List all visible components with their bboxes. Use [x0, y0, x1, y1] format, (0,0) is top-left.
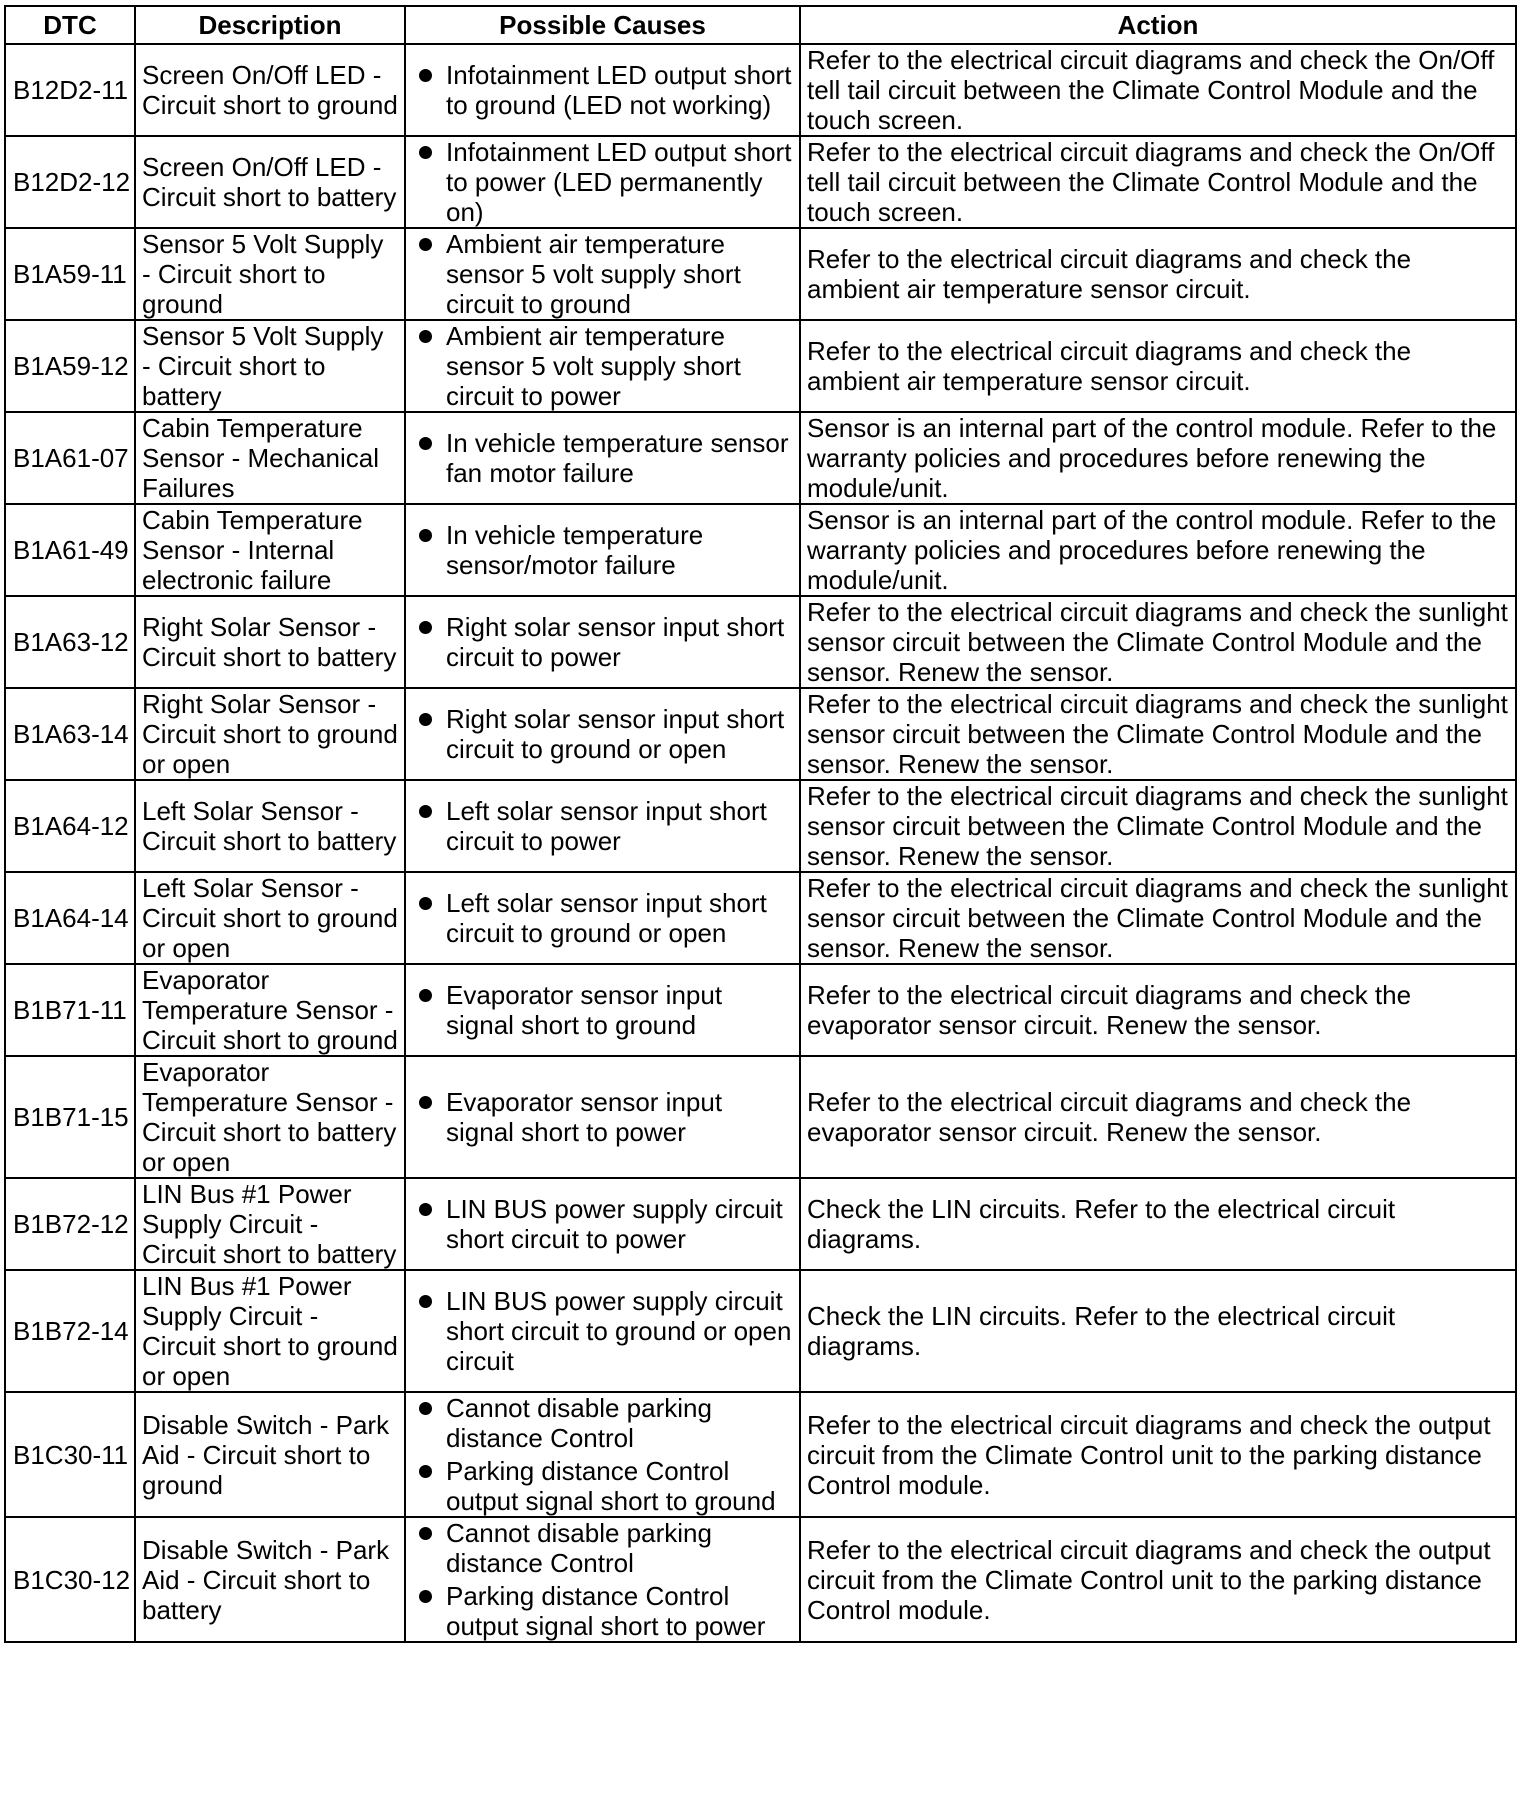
description-cell: Disable Switch - Park Aid - Circuit short to ground: [135, 1392, 405, 1517]
action-cell: Refer to the electrical circuit diagrams and check the ambient air temperature sensor circuit.: [800, 228, 1516, 320]
cause-item: Left solar sensor input short circuit to ground or open: [446, 888, 795, 948]
cause-list: [446, 888, 795, 948]
possible-causes-cell: [405, 44, 800, 136]
table-row: [5, 1517, 1516, 1642]
cause-item: In vehicle temperature sensor/motor failure: [446, 520, 795, 580]
cause-list: [446, 520, 795, 580]
action-cell: Check the LIN circuits. Refer to the electrical circuit diagrams.: [800, 1178, 1516, 1270]
possible-causes-cell: [405, 1178, 800, 1270]
dtc-code-cell: B12D2-12: [5, 136, 135, 228]
dtc-code-cell: B1A59-12: [5, 320, 135, 412]
dtc-code-cell: B1B72-14: [5, 1270, 135, 1392]
cause-list: [446, 428, 795, 488]
description-cell: LIN Bus #1 Power Supply Circuit - Circuit short to battery: [135, 1178, 405, 1270]
cause-item: Parking distance Control output signal short to power: [446, 1581, 795, 1641]
table-row: [5, 44, 1516, 136]
dtc-code-cell: B1A64-12: [5, 780, 135, 872]
description-cell: Evaporator Temperature Sensor - Circuit short to ground: [135, 964, 405, 1056]
header-description: Description: [135, 6, 405, 44]
table-row: [5, 780, 1516, 872]
dtc-code-cell: B1A61-07: [5, 412, 135, 504]
cause-list: [446, 137, 795, 227]
cause-item: Infotainment LED output short to power (LED permanently on): [446, 137, 795, 227]
description-cell: Sensor 5 Volt Supply - Circuit short to ground: [135, 228, 405, 320]
action-cell: Refer to the electrical circuit diagrams and check the evaporator sensor circuit. Renew the sensor.: [800, 964, 1516, 1056]
action-cell: Refer to the electrical circuit diagrams and check the On/Off tell tail circuit between the Climate Control Module and the touch screen.: [800, 136, 1516, 228]
table-row: [5, 136, 1516, 228]
action-cell: Refer to the electrical circuit diagrams and check the output circuit from the Climate Control unit to the parking distance Control module.: [800, 1392, 1516, 1517]
table-row: [5, 872, 1516, 964]
dtc-code-cell: B1B71-15: [5, 1056, 135, 1178]
action-cell: Refer to the electrical circuit diagrams and check the sunlight sensor circuit between the Climate Control Module and the sensor. Renew the sensor.: [800, 596, 1516, 688]
action-cell: Check the LIN circuits. Refer to the electrical circuit diagrams.: [800, 1270, 1516, 1392]
possible-causes-cell: [405, 504, 800, 596]
cause-list: [446, 1286, 795, 1376]
description-cell: Screen On/Off LED - Circuit short to ground: [135, 44, 405, 136]
cause-list: [446, 321, 795, 411]
action-cell: Refer to the electrical circuit diagrams and check the output circuit from the Climate Control unit to the parking distance Control module.: [800, 1517, 1516, 1642]
cause-item: Evaporator sensor input signal short to power: [446, 1087, 795, 1147]
description-cell: Right Solar Sensor - Circuit short to battery: [135, 596, 405, 688]
table-row: [5, 596, 1516, 688]
dtc-code-cell: B1A63-14: [5, 688, 135, 780]
table-row: [5, 228, 1516, 320]
table-row: [5, 688, 1516, 780]
cause-item: Left solar sensor input short circuit to power: [446, 796, 795, 856]
cause-list: [446, 1194, 795, 1254]
cause-list: [446, 1518, 795, 1641]
table-header: [5, 6, 1516, 44]
cause-item: In vehicle temperature sensor fan motor failure: [446, 428, 795, 488]
description-cell: Left Solar Sensor - Circuit short to ground or open: [135, 872, 405, 964]
possible-causes-cell: [405, 228, 800, 320]
possible-causes-cell: [405, 596, 800, 688]
possible-causes-cell: [405, 136, 800, 228]
table-row: [5, 412, 1516, 504]
description-cell: Right Solar Sensor - Circuit short to ground or open: [135, 688, 405, 780]
action-cell: Refer to the electrical circuit diagrams and check the evaporator sensor circuit. Renew the sensor.: [800, 1056, 1516, 1178]
possible-causes-cell: [405, 780, 800, 872]
action-cell: Sensor is an internal part of the control module. Refer to the warranty policies and procedures before renewing the module/unit.: [800, 412, 1516, 504]
description-cell: Cabin Temperature Sensor - Internal electronic failure: [135, 504, 405, 596]
cause-list: [446, 229, 795, 319]
cause-item: Cannot disable parking distance Control: [446, 1518, 795, 1578]
table-row: [5, 1270, 1516, 1392]
cause-item: Infotainment LED output short to ground (LED not working): [446, 60, 795, 120]
cause-item: Ambient air temperature sensor 5 volt supply short circuit to power: [446, 321, 795, 411]
description-cell: Left Solar Sensor - Circuit short to battery: [135, 780, 405, 872]
table-row: [5, 504, 1516, 596]
cause-list: [446, 980, 795, 1040]
cause-list: [446, 1393, 795, 1516]
dtc-code-cell: B1A64-14: [5, 872, 135, 964]
cause-list: [446, 704, 795, 764]
cause-item: Evaporator sensor input signal short to ground: [446, 980, 795, 1040]
description-cell: Evaporator Temperature Sensor - Circuit short to battery or open: [135, 1056, 405, 1178]
cause-item: Right solar sensor input short circuit to ground or open: [446, 704, 795, 764]
header-row: [5, 6, 1516, 44]
cause-item: LIN BUS power supply circuit short circuit to power: [446, 1194, 795, 1254]
cause-item: LIN BUS power supply circuit short circuit to ground or open circuit: [446, 1286, 795, 1376]
action-cell: Refer to the electrical circuit diagrams and check the On/Off tell tail circuit between the Climate Control Module and the touch screen.: [800, 44, 1516, 136]
dtc-code-cell: B1A61-49: [5, 504, 135, 596]
table-row: [5, 1392, 1516, 1517]
description-cell: Sensor 5 Volt Supply - Circuit short to battery: [135, 320, 405, 412]
action-cell: Refer to the electrical circuit diagrams and check the sunlight sensor circuit between the Climate Control Module and the sensor. Renew the sensor.: [800, 688, 1516, 780]
table-row: [5, 1178, 1516, 1270]
table-row: [5, 1056, 1516, 1178]
action-cell: Refer to the electrical circuit diagrams and check the sunlight sensor circuit between the Climate Control Module and the sensor. Renew the sensor.: [800, 780, 1516, 872]
cause-item: Parking distance Control output signal short to ground: [446, 1456, 795, 1516]
possible-causes-cell: [405, 1517, 800, 1642]
dtc-code-cell: B12D2-11: [5, 44, 135, 136]
cause-item: Right solar sensor input short circuit to power: [446, 612, 795, 672]
header-dtc: DTC: [5, 6, 135, 44]
table-row: [5, 320, 1516, 412]
possible-causes-cell: [405, 688, 800, 780]
possible-causes-cell: [405, 1270, 800, 1392]
action-cell: Sensor is an internal part of the control module. Refer to the warranty policies and procedures before renewing the module/unit.: [800, 504, 1516, 596]
possible-causes-cell: [405, 872, 800, 964]
dtc-code-cell: B1B71-11: [5, 964, 135, 1056]
dtc-table: [4, 5, 1517, 1643]
cause-list: [446, 796, 795, 856]
action-cell: Refer to the electrical circuit diagrams and check the ambient air temperature sensor circuit.: [800, 320, 1516, 412]
cause-item: Ambient air temperature sensor 5 volt supply short circuit to ground: [446, 229, 795, 319]
dtc-code-cell: B1C30-11: [5, 1392, 135, 1517]
cause-item: Cannot disable parking distance Control: [446, 1393, 795, 1453]
table-body: [5, 44, 1516, 1642]
action-cell: Refer to the electrical circuit diagrams and check the sunlight sensor circuit between the Climate Control Module and the sensor. Renew the sensor.: [800, 872, 1516, 964]
dtc-table-sheet: [4, 5, 1515, 1643]
cause-list: [446, 612, 795, 672]
description-cell: LIN Bus #1 Power Supply Circuit - Circuit short to ground or open: [135, 1270, 405, 1392]
dtc-code-cell: B1B72-12: [5, 1178, 135, 1270]
possible-causes-cell: [405, 412, 800, 504]
dtc-code-cell: B1C30-12: [5, 1517, 135, 1642]
possible-causes-cell: [405, 1392, 800, 1517]
possible-causes-cell: [405, 320, 800, 412]
table-row: [5, 964, 1516, 1056]
cause-list: [446, 60, 795, 120]
header-possible-causes: Possible Causes: [405, 6, 800, 44]
possible-causes-cell: [405, 1056, 800, 1178]
possible-causes-cell: [405, 964, 800, 1056]
dtc-code-cell: B1A63-12: [5, 596, 135, 688]
dtc-code-cell: B1A59-11: [5, 228, 135, 320]
cause-list: [446, 1087, 795, 1147]
description-cell: Screen On/Off LED - Circuit short to battery: [135, 136, 405, 228]
header-action: Action: [800, 6, 1516, 44]
description-cell: Disable Switch - Park Aid - Circuit short to battery: [135, 1517, 405, 1642]
description-cell: Cabin Temperature Sensor - Mechanical Failures: [135, 412, 405, 504]
